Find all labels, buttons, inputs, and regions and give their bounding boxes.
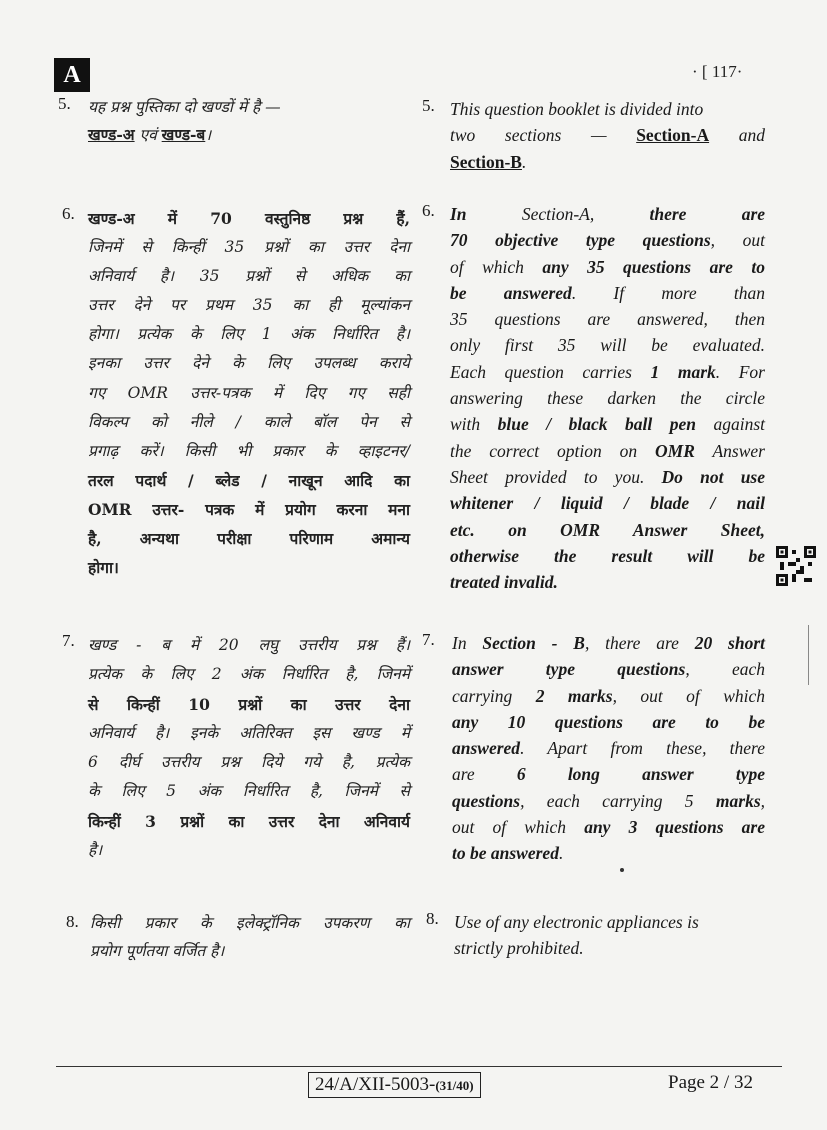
ink-dot [620, 868, 624, 872]
margin-mark [808, 625, 809, 685]
english-instruction-8: 8. Use of any electronic appliances is strictly prohibited. [426, 909, 699, 959]
page-number: Page 2 / 32 [668, 1072, 753, 1093]
english-instruction-7: 7. In Section - B, there are 20 short answer type questions, each carrying 2 marks, out of which any 10 questions are to be answered. Apart from these, there are 6 long answer type questions, each carrying 5 marks, out of which any 3 questions are to be answered. [422, 630, 765, 864]
english-instruction-6: 6. In Section-A, there are 70 objective type questions, out of which any 35 questions are to be answered. If more than 35 questions are answered, then only first 35 will be evaluated. Each question carries 1 mark. For answering these darken the circle with blue / black ball pen against the correct option on OMR Answer Sheet provided to you. Do not use whitener / liquid / blade / nail etc. on OMR Answer Sheet, otherwise the result will be treated invalid. [422, 201, 766, 593]
handwritten-page-ref: · [ 117· [692, 62, 743, 81]
hindi-instruction-7: 7. खण्ड - ब में 20 लघु उत्तरीय प्रश्न हैं। प्रत्येक के लिए 2 अंक निर्धारित है, जिनमें से किन्हीं 10 प्रश्नों का उत्तर देना अनिवार्य है। इनके अतिरिक्त इस खण्ड में 6 दीर्घ उत्तरीय प्रश्न दिये गये है, प्रत्येक के लिए 5 अंक निर्धारित है, जिनमें से किन्हीं 3 प्रश्नों का उत्तर देना अनिवार्य है। [62, 631, 410, 860]
english-instruction-5: 5. This question booklet is divided into two sections — Section-A and Section-B. [422, 96, 765, 172]
qr-code [776, 546, 816, 586]
hindi-instruction-8: 8. किसी प्रकार के इलेक्ट्रॉनिक उपकरण का प्रयोग पूर्णतया वर्जित है। [66, 912, 410, 960]
hindi-instruction-5: 5. यह प्रश्न पुस्तिका दो खण्डों में है — खण्ड-अ एवं खण्ड-ब। [58, 94, 281, 144]
footer-rule [56, 1066, 782, 1067]
hindi-instruction-6: 6. खण्ड-अ में 70 वस्तुनिष्ठ प्रश्न हैं, जिनमें से किन्हीं 35 प्रश्नों का उत्तर देना अनिवार्य है। 35 प्रश्नों से अधिक का उत्तर देने पर प्रथम 35 का ही मूल्यांकन होगा। प्रत्येक के लिए 1 अंक निर्धारित है। इनका उत्तर देने के लिए उपलब्ध कराये गए OMR उत्तर-पत्रक में दिए गए सही विकल्प को नीले / काले बॉल पेन से प्रगाढ़ करें। किसी भी प्रकार के व्हाइटनर/ तरल पदार्थ / ब्लेड / नाखून आदि का OMR उत्तर- पत्रक में प्रयोग करना मना है, अन्यथा परीक्षा परिणाम अमान्य होगा। [62, 204, 410, 578]
paper-code: 24/A/XII-5003-(31/40) [308, 1072, 481, 1098]
set-badge: A [54, 58, 90, 92]
